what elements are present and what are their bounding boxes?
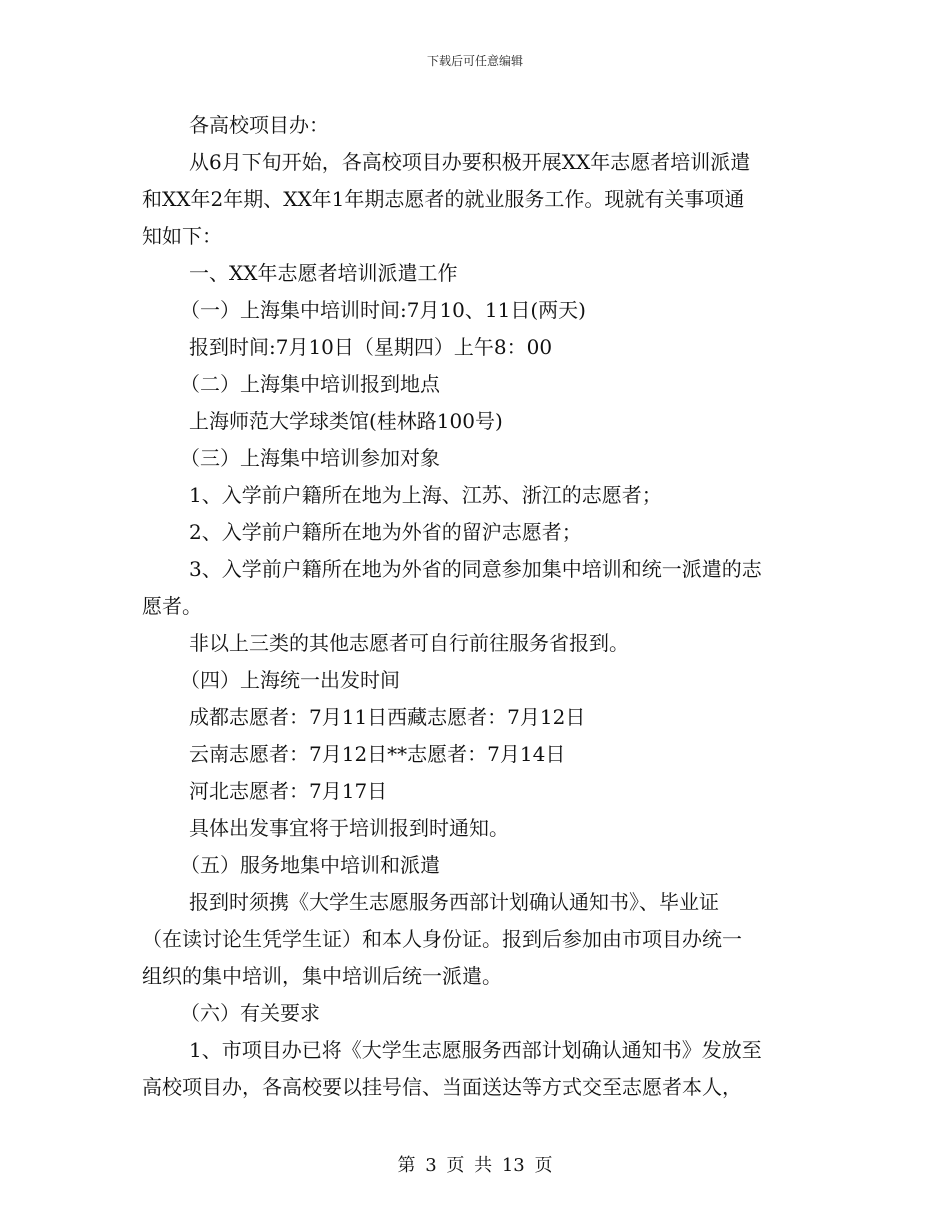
list-item-continuation: 愿者。 (142, 594, 202, 618)
subsection-heading: （六）有关要求 (180, 1001, 320, 1025)
list-item: 3、入学前户籍所在地为外省的同意参加集中培训和统一派遣的志 (189, 557, 762, 581)
body-line: 非以上三类的其他志愿者可自行前往服务省报到。 (189, 631, 629, 655)
list-item: 1、市项目办已将《大学生志愿服务西部计划确认通知书》发放至 (189, 1038, 762, 1062)
subsection-heading: （二）上海集中培训报到地点 (180, 372, 440, 396)
body-line: 报到时须携《大学生志愿服务西部计划确认通知书》、毕业证 (189, 890, 719, 914)
salutation-line: 各高校项目办： (189, 113, 329, 137)
section-heading: 一、XX年志愿者培训派遣工作 (189, 261, 458, 285)
subsection-heading: （三）上海集中培训参加对象 (180, 446, 440, 470)
body-line: 知如下： (142, 224, 222, 248)
list-item-continuation: 高校项目办，各高校要以挂号信、当面送达等方式交至志愿者本人， (142, 1075, 742, 1099)
body-line: 组织的集中培训，集中培训后统一派遣。 (142, 964, 502, 988)
body-line: 成都志愿者：7月11日西藏志愿者：7月12日 (189, 705, 586, 729)
list-item: 1、入学前户籍所在地为上海、江苏、浙江的志愿者； (189, 483, 662, 507)
body-line: 上海师范大学球类馆(桂林路100号) (189, 409, 503, 433)
subsection-heading: （一）上海集中培训时间:7月10、11日(两天) (180, 298, 586, 322)
subsection-heading: （五）服务地集中培训和派遣 (180, 853, 440, 877)
page-number-footer: 第 3 页 共 13 页 (397, 1155, 553, 1176)
page-header: 下载后可任意编辑 (426, 54, 523, 68)
body-line: 报到时间:7月10日（星期四）上午8：00 (189, 335, 553, 359)
document-body (142, 107, 810, 1106)
body-line: 云南志愿者：7月12日**志愿者：7月14日 (189, 742, 566, 766)
body-line: （在读讨论生凭学生证）和本人身份证。报到后参加由市项目办统一 (142, 927, 742, 951)
body-line: 从6月下旬开始，各高校项目办要积极开展XX年志愿者培训派遣 (189, 150, 751, 174)
body-line: 具体出发事宜将于培训报到时通知。 (189, 816, 509, 840)
body-line: 和XX年2年期、XX年1年期志愿者的就业服务工作。现就有关事项通 (142, 187, 745, 211)
body-line: 河北志愿者：7月17日 (189, 779, 388, 803)
list-item: 2、入学前户籍所在地为外省的留沪志愿者； (189, 520, 582, 544)
subsection-heading: （四）上海统一出发时间 (180, 668, 400, 692)
